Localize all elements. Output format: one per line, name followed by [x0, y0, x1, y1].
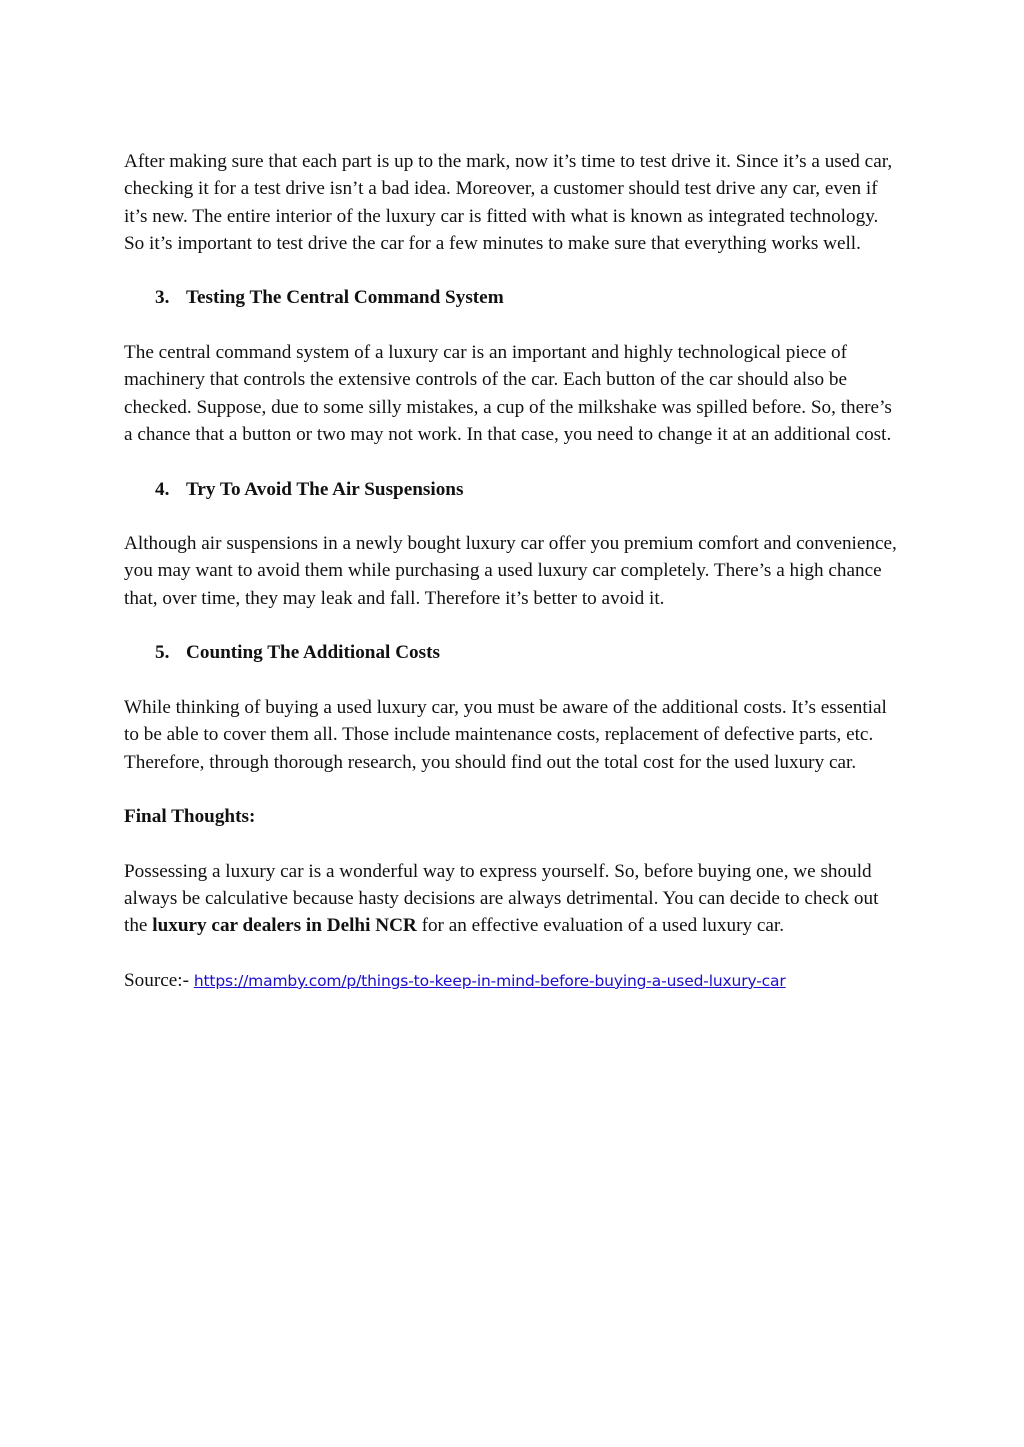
section-heading: [124, 476, 899, 503]
section-title: Try To Avoid The Air Suspensions: [186, 478, 464, 500]
dealers-keyword: luxury car dealers in Delhi NCR: [152, 915, 417, 937]
section-number: 5.: [155, 642, 170, 664]
section-title: Counting The Additional Costs: [186, 642, 440, 664]
final-thoughts-paragraph: [124, 858, 899, 940]
section-central-command: [124, 284, 899, 448]
section-heading: [124, 639, 899, 666]
final-thoughts-heading: Final Thoughts:: [124, 806, 256, 828]
section-number: 4.: [155, 478, 170, 500]
source-label: Source:-: [124, 969, 194, 991]
section-air-suspensions: [124, 476, 899, 612]
source-link[interactable]: https://mamby.com/p/things-to-keep-in-mind-before-buying-a-used-luxury-car: [193, 971, 786, 990]
source-line: [124, 967, 899, 995]
section-body: The central command system of a luxury car is an important and highly technological piece of machinery that controls the extensive controls of the car. Each button of the car should also be checked. Suppose, due to some silly mistakes, a cup of the milkshake was spilled before. So, there’s a chance that a button or two may not work. In that case, you need to change it at an additional cost.: [124, 342, 892, 445]
section-body: While thinking of buying a used luxury car, you must be aware of the additional costs. It’s essential to be able to cover them all. Those include maintenance costs, replacement of defective parts, etc. Therefore, through thorough research, you should find out the total cost for the used luxury car.: [124, 696, 887, 773]
intro-paragraph: After making sure that each part is up to the mark, now it’s time to test drive it. Since it’s a used car, checking it for a test drive isn’t a bad idea. Moreover, a customer should test drive any car, even if it’s new. The entire interior of the luxury car is fitted with what is known as integrated technology. So it’s important to test drive the car for a few minutes to make sure that everything works well.: [124, 151, 893, 254]
section-title: Testing The Central Command System: [186, 287, 504, 309]
document-page: [124, 148, 899, 995]
section-number: 3.: [155, 287, 170, 309]
section-additional-costs: [124, 639, 899, 775]
section-heading: [124, 284, 899, 311]
final-text-before: Possessing a luxury car is a wonderful way to express yourself. So, before buying one, we should always be calculative because hasty decisions are always detrimental. You can decide to check out the: [124, 860, 879, 937]
final-text-after: for an effective evaluation of a used luxury car.: [416, 915, 785, 937]
section-body: Although air suspensions in a newly bought luxury car offer you premium comfort and convenience, you may want to avoid them while purchasing a used luxury car completely. There’s a high chance that, over time, they may leak and fall. Therefore it’s better to avoid it.: [124, 533, 897, 609]
